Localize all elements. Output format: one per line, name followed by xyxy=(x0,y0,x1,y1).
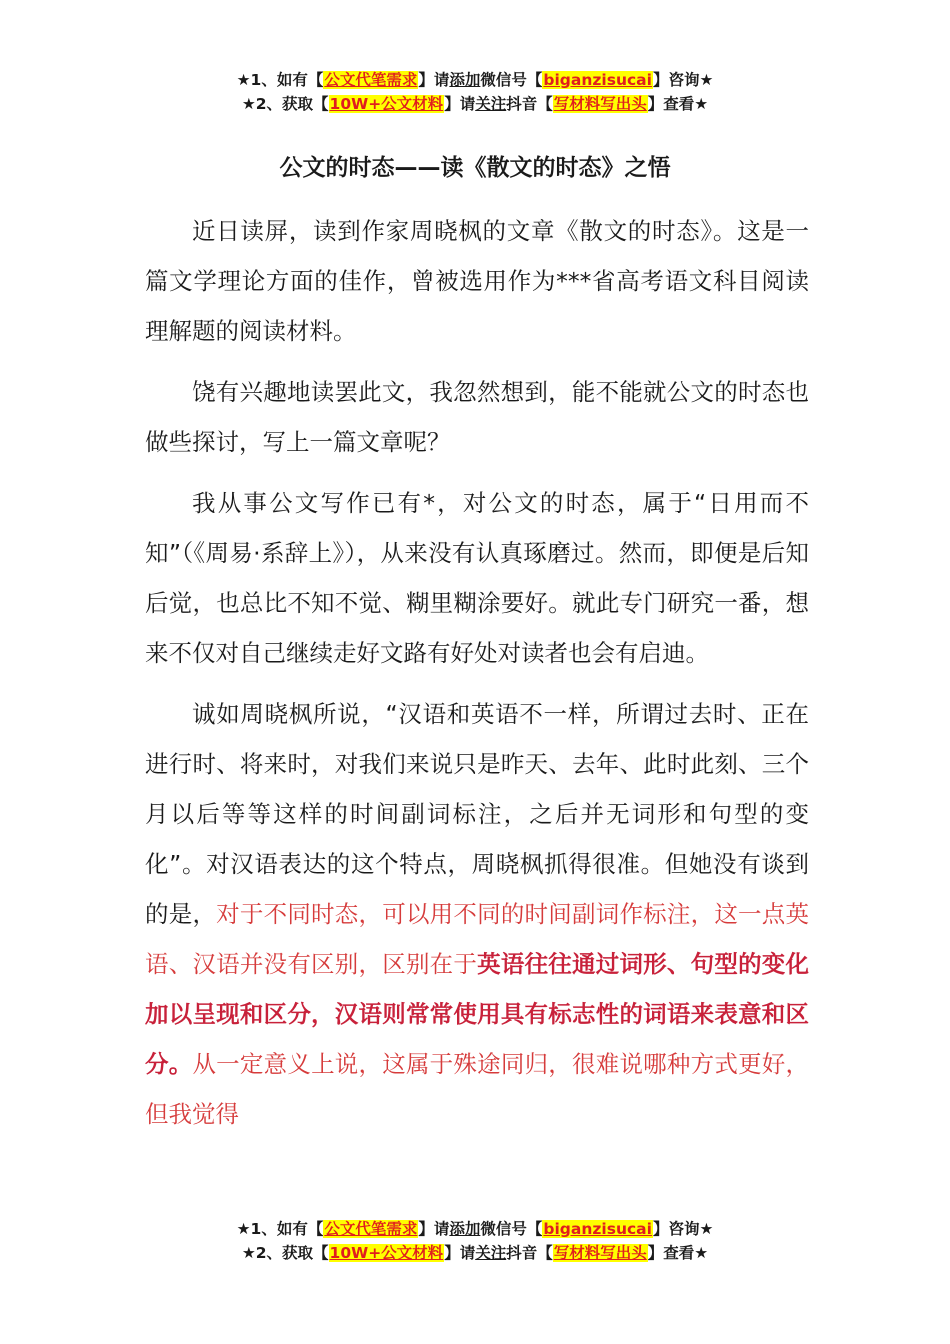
promo-banner-bottom xyxy=(0,1217,950,1265)
document-body xyxy=(145,206,809,1150)
promo-text: ★1、如有【 xyxy=(236,1220,324,1238)
paragraph-4-bold: 英语往往通过词形、句型的变化加以呈现和区分，汉语则常常使用具有标志性的词语来表意和区分。 xyxy=(145,950,810,1078)
promo-highlight-materials: 10W+公文材料 xyxy=(329,95,444,113)
promo-text: 微信号【 xyxy=(480,71,543,89)
promo-text: 】查看★ xyxy=(647,95,709,113)
paragraph-1: 近日读屏，读到作家周晓枫的文章《散文的时态》。这是一篇文学理论方面的佳作，曾被选用作为***省高考语文科目阅读理解题的阅读材料。 xyxy=(145,217,809,345)
promo-text: ★2、获取【 xyxy=(241,1244,329,1262)
promo-text: 抖音【 xyxy=(506,1244,553,1262)
paragraph-2: 饶有兴趣地读罢此文，我忽然想到，能不能就公文的时态也做些探讨，写上一篇文章呢？ xyxy=(145,378,809,456)
promo-text: 抖音【 xyxy=(506,95,553,113)
promo-text: 】请 xyxy=(444,95,476,113)
promo-text: 】咨询★ xyxy=(652,1220,714,1238)
promo-text: 】请 xyxy=(444,1244,476,1262)
promo-banner-top xyxy=(0,68,950,116)
promo-underline: 添加 xyxy=(449,71,481,89)
paragraph-4 xyxy=(145,689,809,1139)
promo-text: 】请 xyxy=(418,1220,450,1238)
paragraph-3: 我从事公文写作已有*，对公文的时态，属于“日用而不知”（《周易·系辞上》），从来没有认真琢磨过。然而，即便是后知后觉，也总比不知不觉、糊里糊涂要好。就此专门研究一番，想来不仅对自己继续走好文路有好处对读者也会有启迪。 xyxy=(145,489,809,667)
document-title: 公文的时态——读《散文的时态》之悟 xyxy=(279,155,671,181)
promo-text: ★2、获取【 xyxy=(241,95,329,113)
promo-highlight-wechat: biganzisucai xyxy=(543,1220,652,1238)
paragraph-4-red-1: 对于不同时态，可以用不同的时间副词作标注，这一点英语、汉语并没有区别，区别在于 xyxy=(145,900,810,978)
promo-highlight-douyin: 写材料写出头 xyxy=(553,1244,647,1262)
promo-text: 】请 xyxy=(418,71,450,89)
promo-text: 】咨询★ xyxy=(652,71,714,89)
promo-highlight-douyin: 写材料写出头 xyxy=(553,95,647,113)
promo-text: 】查看★ xyxy=(647,1244,709,1262)
promo-text: 微信号【 xyxy=(480,1220,543,1238)
promo-line-2 xyxy=(0,1241,950,1265)
promo-text: ★1、如有【 xyxy=(236,71,324,89)
promo-line-1 xyxy=(0,68,950,92)
promo-highlight-service: 公文代笔需求 xyxy=(324,71,418,89)
promo-underline: 关注 xyxy=(475,95,507,113)
promo-highlight-wechat: biganzisucai xyxy=(543,71,652,89)
promo-line-2 xyxy=(0,92,950,116)
promo-highlight-service: 公文代笔需求 xyxy=(324,1220,418,1238)
promo-line-1 xyxy=(0,1217,950,1241)
paragraph-4-plain: 诚如周晓枫所说，“汉语和英语不一样，所谓过去时、正在进行时、将来时，对我们来说只是昨天、去年、此时此刻、三个月以后等等这样的时间副词标注，之后并无词形和句型的变化”。对汉语表达的这个特点，周晓枫抓得很准。但她没有谈到的是， xyxy=(145,700,809,928)
promo-underline: 关注 xyxy=(475,1244,507,1262)
promo-underline: 添加 xyxy=(449,1220,481,1238)
paragraph-4-red-2: 从一定意义上说，这属于殊途同归，很难说哪种方式更好，但我觉得 xyxy=(145,1050,810,1128)
promo-highlight-materials: 10W+公文材料 xyxy=(329,1244,444,1262)
